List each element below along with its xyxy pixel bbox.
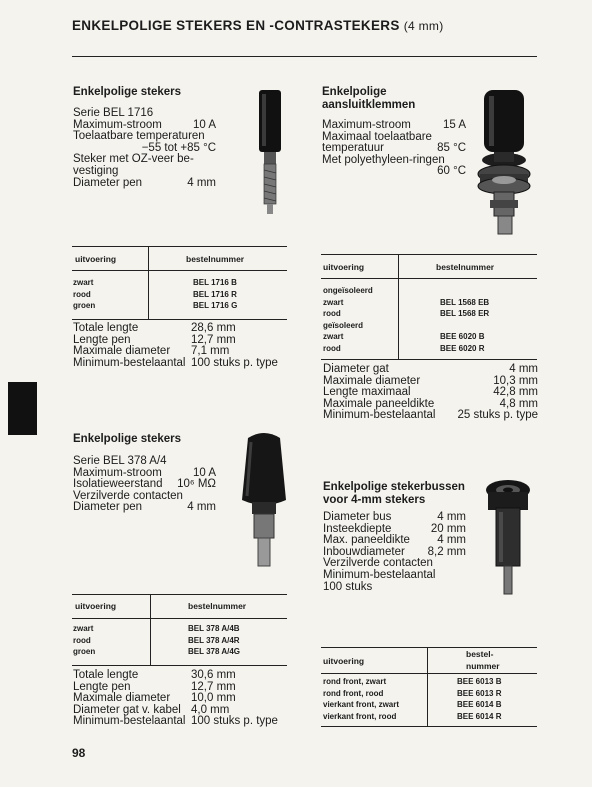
section-b-title xyxy=(322,86,415,112)
spec-label: Verzilverde contacten xyxy=(323,557,433,570)
section-b-specs xyxy=(322,120,466,178)
table-a-body xyxy=(73,277,288,312)
spec-row xyxy=(322,120,466,132)
spec-value: 28,6 mm xyxy=(191,322,236,334)
spec-row xyxy=(323,364,538,376)
spec-label: Met polyethyleen-ringen xyxy=(322,153,445,166)
table-b-bottom-rule xyxy=(321,359,537,360)
spec-row xyxy=(73,716,289,728)
table-row xyxy=(323,285,538,297)
spec-label: Minimum-bestelaantal xyxy=(73,356,186,369)
table-d-bottom-rule xyxy=(321,726,537,727)
table-c-top-rule xyxy=(72,594,287,595)
spec-value: 4 mm xyxy=(437,534,466,547)
section-c-specs xyxy=(73,456,216,514)
cell-uitvoering: rond front, rood xyxy=(323,688,384,698)
spec-row xyxy=(323,512,466,524)
table-c-mid-rule xyxy=(72,618,287,619)
spec-value: 85 °C xyxy=(437,142,466,155)
spec-row xyxy=(322,166,466,178)
section-b-title-line2: aansluitklemmen xyxy=(322,99,416,111)
spec-label: Diameter pen xyxy=(73,176,143,189)
table-row xyxy=(323,331,538,343)
spec-value: 7,1 mm xyxy=(191,345,230,358)
cell-bestelnummer: BEE 6013 B xyxy=(457,677,502,686)
spec-value: 4 mm xyxy=(437,511,466,523)
table-row xyxy=(323,308,538,320)
section-d-title xyxy=(323,481,465,507)
section-c-footer xyxy=(73,670,289,728)
spec-label: Maximum-stroom xyxy=(73,466,162,479)
table-d-col-nummer: nummer xyxy=(466,661,500,671)
spec-label: Maximaal toelaatbare xyxy=(322,130,432,143)
spec-row xyxy=(73,358,289,370)
table-row xyxy=(73,289,288,301)
section-a-specs xyxy=(73,108,216,189)
spec-value: 10⁶ MΩ xyxy=(177,478,216,491)
spec-value: 30,6 mm xyxy=(191,669,236,681)
cell-bestelnummer: BEE 6014 R xyxy=(457,711,502,721)
spec-label: Totale lengte xyxy=(73,669,139,681)
plug-image-c xyxy=(234,430,294,570)
table-c-bottom-rule xyxy=(72,665,287,666)
cell-uitvoering: zwart xyxy=(73,278,94,287)
spec-label: Maximum-stroom xyxy=(322,119,411,131)
socket-image-d xyxy=(482,478,534,596)
cell-bestelnummer: BEE 6014 B xyxy=(457,700,502,709)
spec-row xyxy=(73,670,289,682)
spec-row xyxy=(73,323,289,335)
spec-value: 100 stuks p. type xyxy=(191,715,278,728)
spec-label: temperatuur xyxy=(322,142,385,155)
table-b-col-bestelnummer: bestelnummer xyxy=(436,262,495,272)
spec-label: Verzilverde contacten xyxy=(73,489,183,502)
table-row xyxy=(73,300,288,312)
section-c-title: Enkelpolige stekers xyxy=(73,433,182,445)
page-title-text: ENKELPOLIGE STEKERS EN -CONTRASTEKERS xyxy=(72,18,400,33)
cell-bestelnummer: BEL 378 A/4B xyxy=(188,624,240,633)
cell-bestelnummer: BEL 1716 G xyxy=(193,301,238,310)
cell-uitvoering: zwart xyxy=(73,624,94,633)
cell-uitvoering: zwart xyxy=(323,332,344,341)
spec-value: 10,3 mm xyxy=(493,374,538,387)
spec-label: Totale lengte xyxy=(73,322,139,334)
table-b-col-uitvoering: uitvoering xyxy=(323,262,365,272)
spec-value: 4,8 mm xyxy=(499,397,538,410)
section-b-footer xyxy=(323,364,538,422)
cell-uitvoering: zwart xyxy=(323,297,344,307)
table-a-col-bestelnummer: bestelnummer xyxy=(186,254,245,264)
cell-uitvoering: rood xyxy=(323,309,341,318)
spec-value: 15 A xyxy=(442,119,466,131)
spec-row xyxy=(73,166,216,178)
table-row xyxy=(323,699,538,711)
table-row xyxy=(323,320,538,332)
spec-value: 12,7 mm xyxy=(191,680,236,693)
spec-value: 42,8 mm xyxy=(493,386,538,399)
spec-label: Maximum-stroom xyxy=(73,118,162,131)
spec-label: Minimum-bestelaantal xyxy=(323,409,436,422)
spec-value: 12,7 mm xyxy=(191,333,236,346)
table-b-top-rule xyxy=(321,254,537,255)
table-c-col-uitvoering: uitvoering xyxy=(75,601,117,611)
spec-label: Lengte pen xyxy=(73,333,131,346)
spec-label: Maximale paneeldikte xyxy=(323,397,435,410)
table-row xyxy=(73,277,288,289)
spec-label: Maximale diameter xyxy=(73,692,171,705)
table-d-col-uitvoering: uitvoering xyxy=(323,656,365,666)
spec-value: 100 stuks p. type xyxy=(191,356,278,369)
section-d-title-line1: Enkelpolige stekerbussen xyxy=(323,481,465,493)
cell-bestelnummer: BEL 1716 R xyxy=(193,289,237,299)
terminal-image-b xyxy=(474,88,536,243)
table-row xyxy=(323,297,538,309)
spec-label: Inbouwdiameter xyxy=(323,545,405,558)
plug-image-a xyxy=(250,88,290,218)
table-c-body xyxy=(73,623,288,658)
table-d-top-rule xyxy=(321,647,537,648)
cell-uitvoering: groen xyxy=(73,647,96,656)
table-row xyxy=(323,676,538,688)
spec-row xyxy=(73,502,216,514)
table-d-col-bestel: bestel- xyxy=(466,649,494,659)
table-row xyxy=(73,646,288,658)
table-b-body xyxy=(323,285,538,354)
spec-label: Steker met OZ-veer be- xyxy=(73,153,194,166)
table-row xyxy=(73,635,288,647)
section-tab-marker xyxy=(8,382,37,435)
spec-row xyxy=(323,570,466,582)
table-a-bottom-rule xyxy=(72,319,287,320)
table-row xyxy=(73,623,288,635)
cell-uitvoering: geïsoleerd xyxy=(323,320,364,330)
page-number: 98 xyxy=(72,746,86,760)
table-b-mid-rule xyxy=(321,278,537,279)
spec-label: Toelaatbare temperaturen xyxy=(73,130,205,143)
section-b-title-line1: Enkelpolige xyxy=(322,86,387,98)
spec-label: Maximale diameter xyxy=(73,345,171,358)
spec-row xyxy=(73,178,216,190)
cell-bestelnummer: BEE 6020 R xyxy=(440,343,485,353)
spec-row xyxy=(73,108,216,120)
cell-bestelnummer: BEL 1716 B xyxy=(193,278,237,287)
cell-bestelnummer: BEL 1568 EB xyxy=(440,297,490,307)
spec-value: 10 A xyxy=(192,118,216,131)
page-title xyxy=(72,18,444,33)
spec-value: 10 A xyxy=(192,466,216,479)
header-rule xyxy=(72,56,537,57)
spec-label: 100 stuks xyxy=(323,580,373,593)
table-a-col-uitvoering: uitvoering xyxy=(75,254,117,264)
spec-row xyxy=(323,410,538,422)
spec-label: Isolatieweerstand xyxy=(73,478,163,491)
table-row xyxy=(323,343,538,355)
table-d-mid-rule xyxy=(321,673,537,674)
spec-label: Minimum-bestelaantal xyxy=(323,568,436,581)
spec-label: Diameter pen xyxy=(73,501,143,514)
section-a-footer xyxy=(73,323,289,369)
spec-value: 10,0 mm xyxy=(191,692,236,705)
table-row xyxy=(323,688,538,700)
table-d-body xyxy=(323,676,538,722)
cell-bestelnummer: BEE 6013 R xyxy=(457,688,502,698)
spec-label: vestiging xyxy=(73,164,119,177)
spec-value: 25 stuks p. type xyxy=(457,409,538,422)
spec-value: −55 tot +85 °C xyxy=(141,141,216,154)
cell-uitvoering: rood xyxy=(323,343,341,353)
spec-value: 4,0 mm xyxy=(191,703,230,716)
cell-bestelnummer: BEL 1568 ER xyxy=(440,309,490,318)
cell-bestelnummer: BEL 378 A/4G xyxy=(188,647,241,656)
table-row xyxy=(323,711,538,723)
spec-label: Lengte pen xyxy=(73,680,131,693)
spec-label: Serie BEL 1716 xyxy=(73,107,154,119)
cell-uitvoering: groen xyxy=(73,301,96,310)
cell-uitvoering: ongeïsoleerd xyxy=(323,286,373,295)
spec-label: Max. paneeldikte xyxy=(323,534,410,547)
spec-value: 8,2 mm xyxy=(427,545,466,558)
spec-value: 4 mm xyxy=(187,501,216,514)
cell-uitvoering: rood xyxy=(73,635,91,645)
cell-uitvoering: rood xyxy=(73,289,91,299)
spec-value: 60 °C xyxy=(437,165,466,178)
spec-label: Diameter gat xyxy=(323,363,389,375)
table-c-col-bestelnummer: bestelnummer xyxy=(188,601,247,611)
spec-value: 20 mm xyxy=(430,522,466,535)
spec-label: Minimum-bestelaantal xyxy=(73,715,186,728)
table-a-top-rule xyxy=(72,246,287,247)
cell-uitvoering: vierkant front, zwart xyxy=(323,700,400,709)
spec-label: Insteekdiepte xyxy=(323,522,392,535)
page-title-unit: (4 mm) xyxy=(403,19,444,33)
cell-uitvoering: vierkant front, rood xyxy=(323,711,397,721)
spec-label: Lengte maximaal xyxy=(323,386,411,399)
cell-uitvoering: rond front, zwart xyxy=(323,677,387,686)
spec-value: 4 mm xyxy=(187,176,216,189)
spec-label: Diameter gat v. kabel xyxy=(73,703,181,716)
section-d-specs xyxy=(323,512,466,593)
cell-bestelnummer: BEE 6020 B xyxy=(440,332,485,341)
table-a-mid-rule xyxy=(72,270,287,271)
spec-row xyxy=(73,456,216,468)
spec-row xyxy=(323,582,466,594)
spec-label: Serie BEL 378 A/4 xyxy=(73,455,167,467)
section-a-title: Enkelpolige stekers xyxy=(73,86,182,98)
section-d-title-line2: voor 4-mm stekers xyxy=(323,494,426,506)
spec-value: 4 mm xyxy=(509,363,538,375)
spec-label: Diameter bus xyxy=(323,511,392,523)
spec-label: Maximale diameter xyxy=(323,374,421,387)
cell-bestelnummer: BEL 378 A/4R xyxy=(188,635,240,645)
